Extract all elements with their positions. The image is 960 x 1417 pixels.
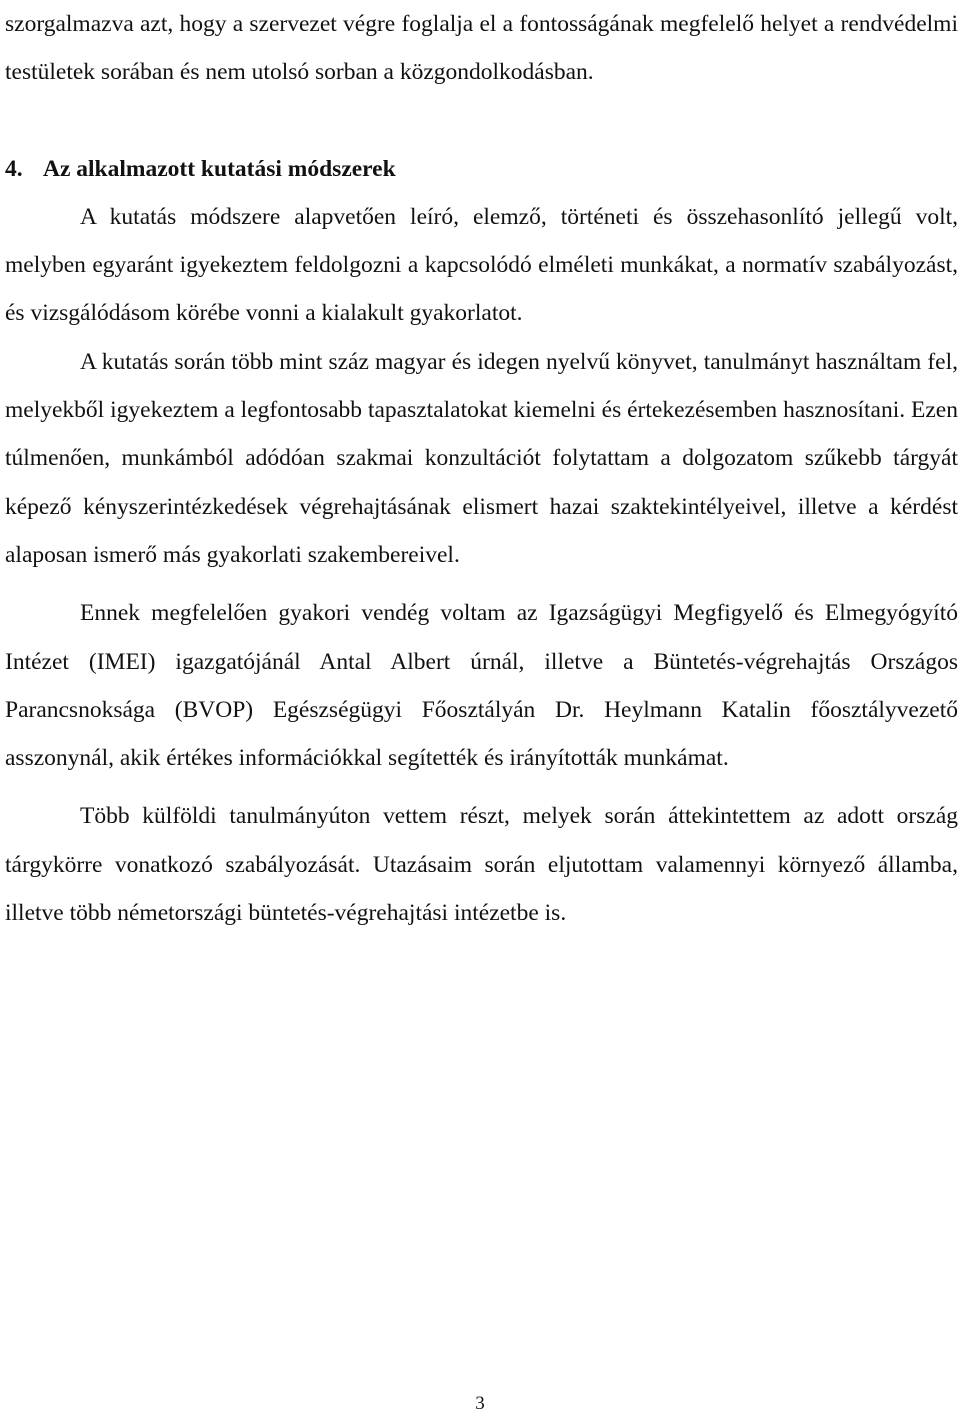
paragraph-methods: A kutatás módszere alapvetően leíró, elemző, történeti és összehasonlító jellegű volt, melyben egyaránt igyekeztem feldolgozni a kapcsolódó elméleti munkákat, a normatív szabályozást, és vizsgálódásom körébe vonni a kialakult gyakorlatot. (5, 203, 958, 327)
section-heading (5, 145, 958, 193)
paragraph-sources: A kutatás során több mint száz magyar és idegen nyelvű könyvet, tanulmányt használtam fel, melyekből igyekeztem a legfontosabb tapasztalatokat kiemelni és értekezésemben hasznosítani. Ezen túlmenően, munkámból adódóan szakmai konzultációt folytattam a dolgozatom szűkebb tárgyát képező kényszerintézkedések végrehajtásának elismert hazai szaktekintélyeivel, illetve a kérdést alaposan ismerő más gyakorlati szakembereivel. (5, 348, 958, 568)
intro-paragraph: szorgalmazva azt, hogy a szervezet végre foglalja el a fontosságának megfelelő helyet a rendvédelmi testületek sorában és nem utolsó sorban a közgondolkodásban. (5, 11, 958, 86)
section-title: Az alkalmazott kutatási módszerek (43, 155, 396, 182)
section-number: 4. (5, 155, 23, 182)
page-content (5, 0, 958, 937)
page-number: 3 (475, 1393, 485, 1414)
paragraph-consultations: Ennek megfelelően gyakori vendég voltam az Igazságügyi Megfigyelő és Elmegyógyító Intézet (IMEI) igazgatójánál Antal Albert úrnál, illetve a Büntetés-végrehajtás Országos Parancsnoksága (BVOP) Egészségügyi Főosztályán Dr. Heylmann Katalin főosztályvezető asszonynál, akik értékes információkkal segítették és irányították munkámat. (5, 600, 958, 772)
paragraph-study-trips: Több külföldi tanulmányúton vettem részt, melyek során áttekintettem az adott ország tárgykörre vonatkozó szabályozását. Utazásaim során eljutottam valamennyi környező államba, illetve több németországi büntetés-végrehajtási intézetbe is. (5, 803, 958, 927)
